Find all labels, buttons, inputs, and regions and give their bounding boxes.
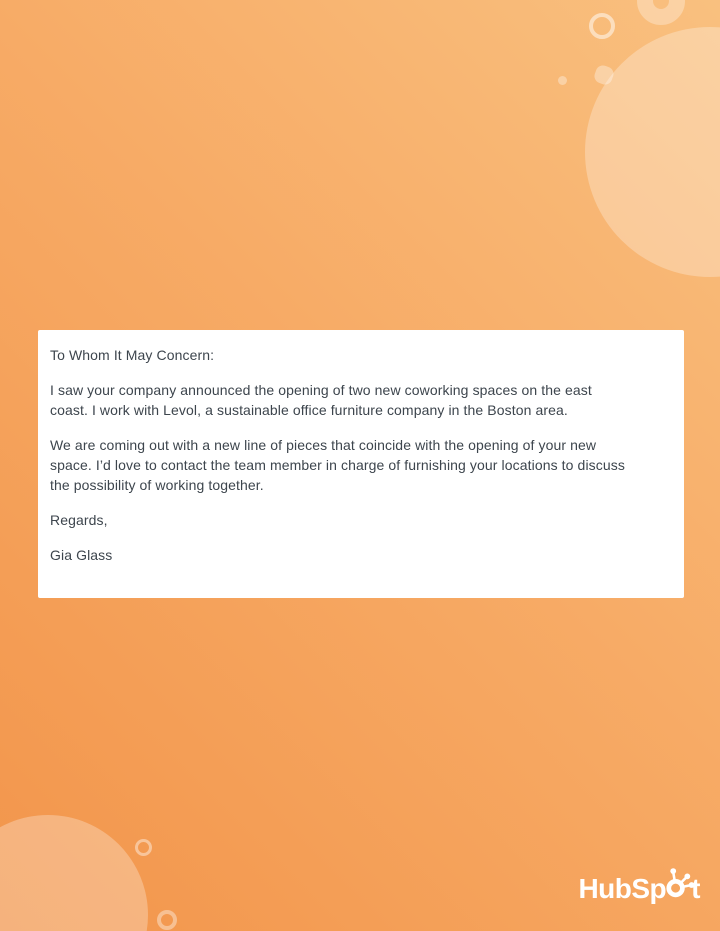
- decorative-circle-large-bottom-left: [0, 815, 148, 931]
- decorative-ring-bottom-left-2: [157, 910, 177, 930]
- decorative-ring-top-right: [589, 13, 615, 39]
- letter-line: coast. I work with Levol, a sustainable office furniture company in the Boston area.: [50, 402, 568, 418]
- letter-signature: [50, 545, 672, 565]
- letter-paragraph-1: [50, 380, 672, 420]
- decorative-dot-top-right: [558, 76, 567, 85]
- decorative-donut-top-edge: [637, 0, 685, 25]
- letter-line: We are coming out with a new line of pieces that coincide with the opening of your new: [50, 437, 597, 453]
- letter-card: [38, 330, 684, 598]
- letter-closing: [50, 510, 672, 530]
- logo-text-after: t: [691, 873, 700, 904]
- letter-line: I saw your company announced the opening of two new coworking spaces on the east: [50, 382, 592, 398]
- letter-line: Regards,: [50, 512, 108, 528]
- decorative-ring-bottom-left-1: [135, 839, 152, 856]
- letter-line: To Whom It May Concern:: [50, 347, 215, 363]
- letter-line: Gia Glass: [50, 547, 113, 563]
- letter-line: the possibility of working together.: [50, 477, 264, 493]
- letter-line: space. I’d love to contact the team member in charge of furnishing your locations to discuss: [50, 457, 625, 473]
- letter-salutation: [50, 345, 672, 365]
- decorative-circle-large-top-right: [585, 27, 720, 277]
- hubspot-logo: [578, 866, 700, 903]
- letter-paragraph-2: [50, 435, 672, 495]
- logo-text-before: HubSp: [578, 873, 667, 904]
